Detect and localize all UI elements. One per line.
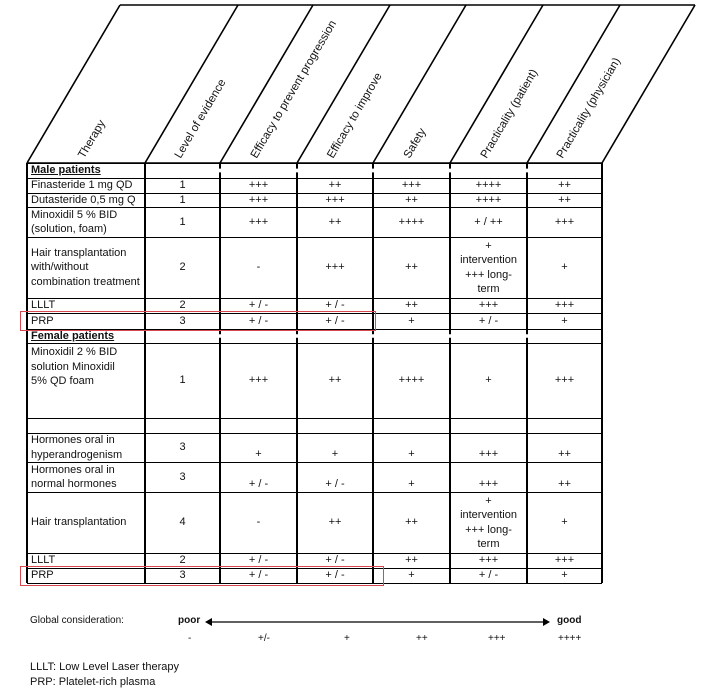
therapy-name xyxy=(27,343,145,418)
cell-patient xyxy=(450,193,527,207)
evidence-value: 2 xyxy=(179,554,186,567)
physician-value: +++ xyxy=(554,374,575,387)
cell-patient xyxy=(450,237,527,298)
column-divider xyxy=(219,163,221,178)
cell-evidence xyxy=(145,178,220,193)
cell-patient xyxy=(450,343,527,418)
physician-value: + xyxy=(561,569,568,582)
cell-prevent xyxy=(220,492,297,553)
section-male-patients: Male patients xyxy=(31,164,101,176)
cell-safety xyxy=(373,418,450,433)
therapy-label: Hormones oral in hyperandrogenism xyxy=(31,434,123,461)
cell-physician xyxy=(527,462,602,492)
cell-improve xyxy=(297,237,373,298)
therapy-name xyxy=(27,418,145,433)
prevent-value: +++ xyxy=(248,374,269,387)
improve-value: + / - xyxy=(325,314,345,327)
section-female-patients: Female patients xyxy=(31,330,115,342)
cell-safety xyxy=(373,343,450,418)
therapy-label: Dutasteride 0,5 mg Q xyxy=(31,193,136,206)
cell-safety xyxy=(373,492,450,553)
prevent-value: - xyxy=(256,516,261,529)
cell-improve xyxy=(297,343,373,418)
safety-value: + xyxy=(408,477,415,490)
cell-patient xyxy=(450,433,527,462)
header-level-of-evidence: Level of evidence xyxy=(172,77,229,161)
cell-safety xyxy=(373,298,450,313)
therapy-label: Minoxidil 5 % BID (solution, foam) xyxy=(31,208,118,235)
therapy-name xyxy=(27,193,145,207)
safety-value: ++ xyxy=(405,554,418,567)
evidence-value: 3 xyxy=(179,441,186,454)
evidence-value: 3 xyxy=(179,470,186,483)
evidence-value: 1 xyxy=(179,179,186,192)
highlight-box-male-prp xyxy=(20,311,376,331)
safety-value: +++ xyxy=(401,179,422,192)
column-divider xyxy=(296,163,298,178)
patient-value: + intervention +++ long-term xyxy=(460,494,517,550)
patient-value: +++ xyxy=(478,477,499,490)
cell-physician xyxy=(527,492,602,553)
safety-value: ++ xyxy=(405,516,418,529)
improve-value: + / - xyxy=(325,569,345,582)
footnote-lllt: LLLT: Low Level Laser therapy xyxy=(30,661,179,673)
legend-scale-item: ++++ xyxy=(558,633,582,644)
header-practicality-physician: Practicality (physician) xyxy=(554,55,624,161)
patient-value: +++ xyxy=(478,554,499,567)
therapy-label: Hair transplantation xyxy=(31,516,127,529)
prevent-value: + / - xyxy=(248,314,269,327)
prevent-value: +++ xyxy=(248,179,269,192)
column-divider xyxy=(601,163,603,178)
physician-value: +++ xyxy=(554,554,575,567)
header-divider xyxy=(602,5,695,163)
cell-physician xyxy=(527,418,602,433)
therapy-label: Hormones oral in normal hormones xyxy=(31,463,117,490)
cell-patient xyxy=(450,313,527,329)
patient-value: + / ++ xyxy=(474,215,503,228)
column-divider xyxy=(526,163,528,178)
header-efficacy-to-prevent-progression: Efficacy to prevent progression xyxy=(248,18,340,161)
legend-arrow xyxy=(205,615,550,629)
prevent-value: +++ xyxy=(248,215,269,228)
column-divider xyxy=(372,329,374,343)
cell-physician xyxy=(527,193,602,207)
prevent-value: +++ xyxy=(248,193,269,206)
cell-safety xyxy=(373,237,450,298)
cell-physician xyxy=(527,207,602,237)
cell-improve xyxy=(297,178,373,193)
physician-value: + xyxy=(561,516,568,529)
cell-improve xyxy=(297,462,373,492)
therapy-name xyxy=(27,462,145,492)
patient-value: + / - xyxy=(478,569,499,582)
cell-evidence xyxy=(145,207,220,237)
cell-safety xyxy=(373,433,450,462)
column-divider xyxy=(601,329,603,343)
cell-evidence xyxy=(145,193,220,207)
cell-evidence xyxy=(145,343,220,418)
cell-safety xyxy=(373,568,450,583)
cell-patient xyxy=(450,178,527,193)
cell-evidence xyxy=(145,433,220,462)
legend-scale-item: - xyxy=(188,633,192,644)
legend-scale-item: +++ xyxy=(488,633,506,644)
cell-evidence xyxy=(145,492,220,553)
safety-value: ++++ xyxy=(398,374,425,387)
safety-value: ++ xyxy=(405,193,418,206)
cell-physician xyxy=(527,553,602,568)
safety-value: + xyxy=(408,569,415,582)
evidence-value: 2 xyxy=(179,299,186,312)
improve-value: ++ xyxy=(328,374,342,387)
therapy-name xyxy=(27,237,145,298)
cell-physician xyxy=(527,298,602,313)
column-divider xyxy=(296,329,298,343)
therapy-label: PRP xyxy=(31,569,54,582)
evidence-value: 3 xyxy=(179,314,186,327)
improve-value: +++ xyxy=(325,261,345,274)
therapy-label: PRP xyxy=(31,314,54,327)
cell-physician xyxy=(527,178,602,193)
therapy-label: Hair transplantation with/without combination treatment xyxy=(31,246,140,288)
cell-improve xyxy=(297,492,373,553)
legend-label: Global consideration: xyxy=(30,615,124,626)
improve-value: +++ xyxy=(325,193,345,206)
prevent-value: + / - xyxy=(248,554,269,567)
physician-value: +++ xyxy=(554,299,575,312)
cell-evidence xyxy=(145,462,220,492)
legend-poor: poor xyxy=(178,615,201,626)
patient-value: ++++ xyxy=(475,179,502,192)
safety-value: ++ xyxy=(405,299,418,312)
cell-safety xyxy=(373,553,450,568)
prevent-value: + / - xyxy=(248,477,269,490)
prevent-value: + xyxy=(255,447,262,460)
patient-value: + xyxy=(485,374,492,387)
physician-value: ++ xyxy=(558,447,571,460)
legend-good: good xyxy=(557,615,582,626)
prevent-value: + / - xyxy=(248,299,269,312)
safety-value: + xyxy=(408,314,415,327)
safety-value: ++ xyxy=(405,261,418,274)
therapy-name xyxy=(27,433,145,462)
physician-value: ++ xyxy=(558,179,571,192)
evidence-value: 2 xyxy=(179,261,186,274)
cell-physician xyxy=(527,313,602,329)
improve-value: ++ xyxy=(328,215,342,228)
cell-prevent xyxy=(220,193,297,207)
cell-prevent xyxy=(220,433,297,462)
cell-prevent xyxy=(220,207,297,237)
therapy-label: Minoxidil 2 % BID solution Minoxidil 5% QD foam xyxy=(31,346,118,387)
cell-prevent xyxy=(220,462,297,492)
cell-physician xyxy=(527,433,602,462)
legend-scale-item: + xyxy=(344,633,350,644)
cell-patient xyxy=(450,568,527,583)
cell-physician xyxy=(527,343,602,418)
patient-value: ++++ xyxy=(475,193,502,206)
column-divider xyxy=(449,329,451,343)
improve-value: + xyxy=(331,447,339,460)
column-divider xyxy=(372,163,374,178)
improve-value: + / - xyxy=(325,299,345,312)
evidence-value: 1 xyxy=(179,374,186,387)
therapy-name xyxy=(27,492,145,553)
evidence-value: 3 xyxy=(179,569,186,582)
cell-evidence xyxy=(145,418,220,433)
physician-value: + xyxy=(561,261,568,274)
cell-patient xyxy=(450,553,527,568)
cell-patient xyxy=(450,207,527,237)
prevent-value: - xyxy=(256,261,261,274)
cell-patient xyxy=(450,462,527,492)
evidence-value: 1 xyxy=(179,215,186,228)
safety-value: + xyxy=(408,447,415,460)
improve-value: ++ xyxy=(328,179,342,192)
cell-improve xyxy=(297,207,373,237)
cell-patient xyxy=(450,492,527,553)
cell-safety xyxy=(373,462,450,492)
physician-value: +++ xyxy=(554,215,575,228)
evidence-value: 1 xyxy=(179,193,186,206)
cell-patient xyxy=(450,298,527,313)
cell-safety xyxy=(373,193,450,207)
safety-value: ++++ xyxy=(398,215,425,228)
cell-safety xyxy=(373,313,450,329)
therapy-name xyxy=(27,178,145,193)
column-divider xyxy=(219,329,221,343)
cell-patient xyxy=(450,418,527,433)
cell-prevent xyxy=(220,343,297,418)
column-divider xyxy=(526,329,528,343)
table-header xyxy=(0,0,720,170)
therapy-label: LLLT xyxy=(31,299,56,312)
cell-improve xyxy=(297,418,373,433)
patient-value: +++ xyxy=(478,447,499,460)
cell-physician xyxy=(527,568,602,583)
cell-evidence xyxy=(145,237,220,298)
legend-scale-item: +/- xyxy=(258,633,270,644)
prevent-value: + / - xyxy=(248,569,269,582)
cell-physician xyxy=(527,237,602,298)
cell-prevent xyxy=(220,418,297,433)
cell-improve xyxy=(297,193,373,207)
therapy-name xyxy=(27,207,145,237)
therapy-label: LLLT xyxy=(31,554,56,567)
cell-prevent xyxy=(220,178,297,193)
header-efficacy-to-improve: Efficacy to improve xyxy=(325,70,385,161)
therapy-label: Finasteride 1 mg QD xyxy=(31,179,133,192)
patient-value: +++ xyxy=(478,299,499,312)
cell-improve xyxy=(297,433,373,462)
legend-scale-item: ++ xyxy=(416,633,428,644)
patient-value: + intervention +++ long-term xyxy=(460,239,517,295)
header-divider xyxy=(27,5,120,163)
physician-value: + xyxy=(561,314,568,327)
cell-safety xyxy=(373,207,450,237)
improve-value: + / - xyxy=(325,477,345,490)
header-safety: Safety xyxy=(401,126,429,161)
physician-value: ++ xyxy=(558,477,571,490)
cell-safety xyxy=(373,178,450,193)
header-therapy: Therapy xyxy=(76,118,108,161)
evidence-value: 4 xyxy=(179,516,186,529)
cell-prevent xyxy=(220,237,297,298)
highlight-box-female-prp xyxy=(20,566,384,586)
improve-value: + / - xyxy=(325,554,345,567)
footnote-prp: PRP: Platelet-rich plasma xyxy=(30,676,156,688)
header-practicality-patient: Practicality (patient) xyxy=(478,67,541,161)
physician-value: ++ xyxy=(558,193,571,206)
improve-value: ++ xyxy=(328,516,342,529)
patient-value: + / - xyxy=(478,314,499,327)
column-divider xyxy=(449,163,451,178)
